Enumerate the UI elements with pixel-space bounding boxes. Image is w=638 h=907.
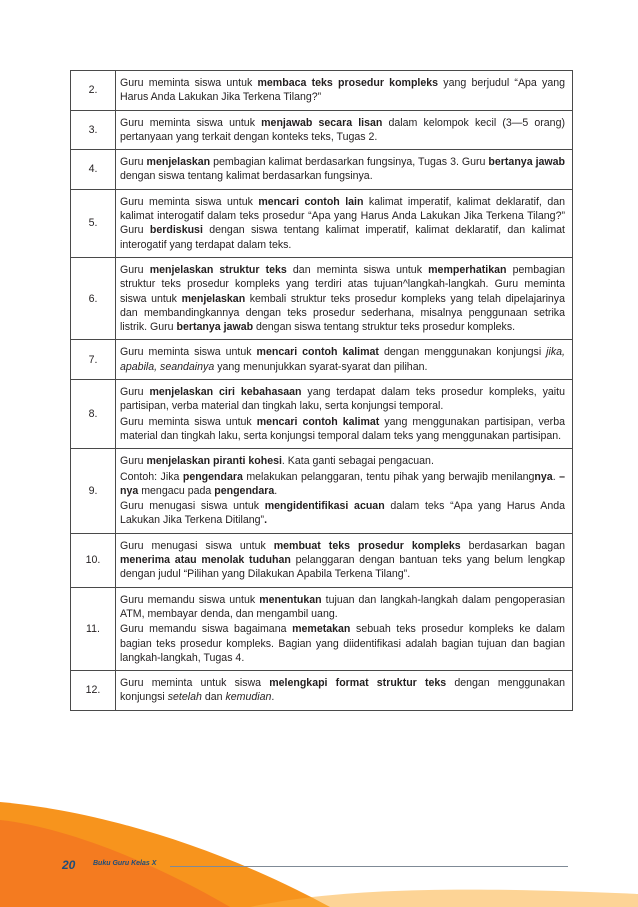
- row-description: [116, 257, 573, 339]
- text-run: Guru: [120, 386, 150, 399]
- emphasis-text: pengendara: [182, 470, 243, 483]
- description-paragraph: [120, 676, 565, 705]
- text-run: Guru meminta siswa untuk: [120, 77, 258, 89]
- description-paragraph: [120, 415, 565, 444]
- description-paragraph: [120, 593, 565, 622]
- orange-swoosh-decoration: [0, 790, 638, 907]
- text-run: dan meminta siswa untuk: [286, 263, 429, 276]
- text-run: Guru menugasi siswa untuk: [120, 539, 274, 552]
- emphasis-text: membuat teks prosedur kompleks: [273, 539, 461, 552]
- emphasis-text: membaca teks prosedur kompleks: [257, 77, 439, 89]
- table-row: [71, 150, 573, 190]
- table-row: [71, 380, 573, 449]
- text-run: kembali struktur teks prosedur kompleks yang telah dipelajarinya dan membandingkannya dengan teks prosedur sederhana, misalnya penggunaan setrika listrik. Guru: [120, 292, 566, 334]
- row-number: 2.: [71, 71, 116, 111]
- row-number: 11.: [71, 587, 116, 670]
- row-number: 4.: [71, 150, 116, 190]
- text-run: Guru meminta siswa untuk: [120, 195, 259, 208]
- row-description: [116, 449, 573, 533]
- description-paragraph: [120, 345, 565, 374]
- text-run: Guru: [120, 156, 147, 169]
- row-number: 6.: [71, 257, 116, 339]
- row-number: 5.: [71, 189, 116, 257]
- emphasis-text: menerima atau menolak tuduhan: [120, 554, 291, 567]
- table-row: [71, 449, 573, 533]
- text-run: mengacu pada: [138, 484, 215, 497]
- text-run: Guru meminta untuk siswa: [120, 677, 270, 690]
- text-run: dalam teks “Apa yang Harus Anda Lakukan Jika Terkena Ditilang”: [120, 500, 565, 527]
- description-paragraph: [120, 539, 565, 582]
- text-run: sebuah teks prosedur kompleks ke dalam bagian teks prosedur kompleks. Bagian yang diidentifikasi adalah bagian tujuan dan bagian langkah-langkah, Tugas 4.: [120, 623, 565, 664]
- text-run: yang berjudul “Apa yang Harus Anda Lakukan Jika Terkena Tilang?”: [120, 77, 565, 104]
- text-run: Guru meminta siswa untuk: [120, 346, 257, 359]
- emphasis-text: menjelaskan: [181, 292, 246, 305]
- emphasis-text: bertanya jawab: [488, 156, 566, 169]
- emphasis-text: menjelaskan: [146, 156, 211, 169]
- footer-rule: [170, 866, 568, 867]
- row-description: [116, 533, 573, 587]
- emphasis-text: –nya: [120, 470, 565, 497]
- italic-text: kemudian: [225, 691, 272, 704]
- text-run: .: [552, 470, 560, 483]
- emphasis-text: melengkapi format struktur teks: [269, 677, 447, 690]
- text-run: tujuan dan langkah-langkah dalam pengoperasian ATM, membayar denda, dan mengambil uang.: [120, 593, 566, 620]
- emphasis-text: .: [264, 514, 268, 527]
- text-run: Guru memandu siswa bagaimana: [120, 623, 293, 636]
- emphasis-text: pengendara: [214, 484, 275, 497]
- text-run: dengan menggunakan konjungsi: [120, 677, 565, 704]
- text-run: dengan siswa tentang struktur teks prosedur kompleks.: [253, 321, 516, 334]
- emphasis-text: mencari contoh kalimat: [256, 415, 380, 428]
- description-paragraph: [120, 622, 565, 665]
- row-description: [116, 380, 573, 449]
- text-run: pelanggaran dengan bantuan teks yang belum lengkap dengan judul “Pilihan yang Dilakukan Apabila Terkena Tilang”.: [120, 554, 565, 581]
- description-paragraph: [120, 454, 565, 468]
- text-run: . Kata ganti sebagai pengacuan.: [281, 455, 434, 468]
- text-run: pembagian struktur teks prosedur kompleks yang terdiri atas tujuan^langkah-langkah. Guru meminta siswa untuk: [120, 263, 566, 305]
- book-title: Buku Guru Kelas X: [93, 860, 157, 867]
- emphasis-text: memetakan: [292, 623, 351, 636]
- emphasis-text: menjelaskan ciri kebahasaan: [149, 386, 302, 399]
- row-description: [116, 340, 573, 380]
- row-description: [116, 71, 573, 111]
- row-number: 8.: [71, 380, 116, 449]
- emphasis-text: mencari contoh kalimat: [256, 346, 379, 359]
- emphasis-text: mencari contoh lain: [258, 195, 364, 208]
- text-run: dengan siswa tentang kalimat imperatif, kalimat deklaratif, dan kalimat interogatif yang terdapat dalam teks.: [120, 224, 566, 251]
- table-row: [71, 533, 573, 587]
- emphasis-text: nya: [534, 470, 553, 483]
- table-row: [71, 71, 573, 111]
- text-run: dengan siswa tentang kalimat berdasarkan fungsinya.: [120, 170, 373, 183]
- text-run: .: [271, 691, 275, 704]
- text-run: Guru meminta siswa untuk: [120, 116, 262, 129]
- description-paragraph: [120, 499, 565, 528]
- table-row: [71, 257, 573, 339]
- table-row: [71, 587, 573, 670]
- table-row: [71, 110, 573, 150]
- text-run: Guru meminta siswa untuk: [120, 415, 257, 428]
- row-number: 12.: [71, 671, 116, 711]
- emphasis-text: menentukan: [259, 593, 322, 606]
- text-run: Guru: [120, 263, 150, 276]
- row-number: 10.: [71, 533, 116, 587]
- row-description: [116, 189, 573, 257]
- italic-text: jika, apabila, seandainya: [120, 346, 565, 373]
- emphasis-text: menjawab secara lisan: [261, 116, 383, 129]
- text-run: yang menunjukkan syarat-syarat dan pilihan.: [214, 360, 428, 373]
- row-number: 3.: [71, 110, 116, 150]
- text-run: dalam kelompok kecil (3—5 orang) pertanyaan yang terkait dengan konteks teks, Tugas 2.: [120, 116, 565, 143]
- emphasis-text: menjelaskan struktur teks: [149, 263, 287, 276]
- description-paragraph: [120, 116, 565, 145]
- description-paragraph: [120, 155, 565, 184]
- text-run: yang terdapat dalam teks prosedur kompleks, yaitu partisipan, verba material dan tingkah laku, serta konjungsi temporal.: [120, 386, 565, 413]
- table-row: [71, 340, 573, 380]
- emphasis-text: memperhatikan: [428, 263, 507, 276]
- text-run: dan: [201, 691, 226, 704]
- row-description: [116, 110, 573, 150]
- row-description: [116, 671, 573, 711]
- description-paragraph: [120, 470, 565, 499]
- text-run: pembagian kalimat berdasarkan fungsinya, Tugas 3. Guru: [210, 156, 489, 169]
- description-paragraph: [120, 76, 565, 105]
- description-paragraph: [120, 195, 565, 252]
- description-paragraph: [120, 263, 565, 334]
- emphasis-text: berdiskusi: [149, 224, 203, 237]
- page-number: 20: [62, 858, 76, 872]
- learning-steps-table: [70, 70, 573, 711]
- text-run: Guru memandu siswa untuk: [120, 593, 260, 606]
- text-run: melakukan pelanggaran, tentu pihak yang berwajib menilang: [242, 470, 535, 483]
- text-run: Guru: [120, 455, 147, 468]
- emphasis-text: bertanya jawab: [176, 321, 254, 334]
- row-number: 7.: [71, 340, 116, 380]
- row-number: 9.: [71, 449, 116, 533]
- description-paragraph: [120, 385, 565, 414]
- row-description: [116, 587, 573, 670]
- text-run: kalimat imperatif, kalimat deklaratif, dan kalimat interogatif dalam teks prosedur “Apa yang Harus Anda Lakukan Jika Terkena Tilang?” Guru: [120, 195, 565, 237]
- row-description: [116, 150, 573, 190]
- text-run: dengan menggunakan konjungsi: [378, 346, 547, 359]
- emphasis-text: mengidentifikasi acuan: [264, 500, 385, 513]
- table-row: [71, 671, 573, 711]
- text-run: yang menggunakan partisipan, verba material dan tingkah laku, serta konjungsi temporal dalam teks yang menggunakan partisipan.: [120, 415, 565, 442]
- italic-text: setelah: [167, 691, 202, 704]
- emphasis-text: menjelaskan piranti kohesi: [146, 455, 282, 468]
- text-run: Contoh: Jika: [120, 470, 183, 483]
- text-run: berdasarkan bagan: [460, 539, 565, 552]
- text-run: Guru menugasi siswa untuk: [120, 500, 265, 513]
- table-row: [71, 189, 573, 257]
- text-run: .: [274, 484, 278, 497]
